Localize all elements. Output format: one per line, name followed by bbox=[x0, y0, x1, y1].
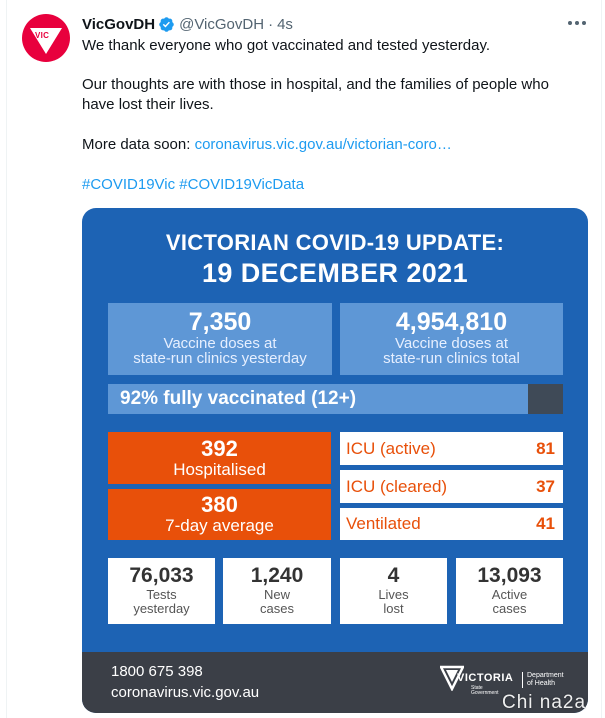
tweet-more-data bbox=[82, 135, 582, 155]
active-cases-label1: Active bbox=[491, 587, 528, 602]
timestamp[interactable]: 4s bbox=[277, 15, 293, 33]
icu-cleared-row bbox=[340, 470, 563, 503]
dept-line1: Department bbox=[527, 672, 564, 679]
footer-url: coronavirus.vic.gov.au bbox=[111, 684, 260, 701]
active-cases-label2: cases bbox=[492, 601, 527, 616]
watermark: Chi na2a bbox=[502, 692, 587, 713]
vaccine-total-label1: Vaccine doses at bbox=[394, 335, 509, 352]
icu-cleared-label: ICU (cleared) bbox=[346, 476, 448, 496]
more-dot-2 bbox=[575, 21, 579, 25]
icu-active-label: ICU (active) bbox=[346, 438, 436, 458]
avatar[interactable] bbox=[22, 14, 70, 62]
icu-active-row bbox=[340, 432, 563, 465]
dept-line2: of Health bbox=[527, 680, 556, 687]
victoria-subtext bbox=[471, 686, 499, 696]
hospitalised-box bbox=[108, 432, 331, 484]
hashtag-covid19vic[interactable]: #COVID19Vic bbox=[82, 176, 176, 193]
new-cases-label1: New bbox=[263, 587, 290, 602]
hospitalised-value: 392 bbox=[201, 436, 238, 461]
tests-label1: Tests bbox=[146, 587, 177, 602]
icu-active-value: 81 bbox=[536, 438, 555, 458]
separator-dot: · bbox=[268, 15, 274, 33]
vaccine-yesterday-label1: Vaccine doses at bbox=[163, 335, 277, 352]
more-data-link[interactable]: coronavirus.vic.gov.au/victorian-coro… bbox=[194, 136, 452, 153]
ventilated-value: 41 bbox=[536, 514, 555, 533]
card-title: VICTORIAN COVID-19 UPDATE: bbox=[165, 230, 505, 255]
tests-value: 76,033 bbox=[129, 564, 194, 587]
new-cases-label2: cases bbox=[260, 601, 294, 616]
tests-label2: yesterday bbox=[133, 601, 190, 616]
footer-phone: 1800 675 398 bbox=[111, 663, 203, 680]
vaccine-total-value: 4,954,810 bbox=[395, 308, 508, 336]
verified-badge-icon bbox=[158, 16, 175, 33]
victoria-wordmark: VICTORIA bbox=[457, 672, 514, 684]
hospitalised-label: Hospitalised bbox=[173, 460, 266, 479]
lives-lost-box bbox=[340, 558, 447, 624]
tweet-text-line1: We thank everyone who got vaccinated and tested yesterday. bbox=[82, 37, 491, 54]
avatar-vic-text: VIC bbox=[35, 31, 50, 40]
victoria-sub-line1: State bbox=[471, 685, 483, 691]
tests-box bbox=[108, 558, 215, 624]
active-cases-box bbox=[456, 558, 563, 624]
lives-lost-label2: lost bbox=[383, 601, 404, 616]
vaccine-yesterday-box bbox=[108, 303, 332, 375]
lives-lost-label1: Lives bbox=[378, 587, 409, 602]
tweet-header bbox=[82, 14, 293, 34]
unvaccinated-remainder bbox=[528, 384, 563, 414]
new-cases-box bbox=[223, 558, 331, 624]
more-data-prefix: More data soon: bbox=[82, 136, 195, 153]
handle[interactable]: @VicGovDH bbox=[179, 15, 265, 33]
tweet-text-line2: Our thoughts are with those in hospital, and the families of people who have lost their lives. bbox=[82, 76, 549, 113]
vaccine-total-label2: state-run clinics total bbox=[383, 350, 520, 367]
seven-day-average-box bbox=[108, 489, 331, 540]
seven-day-average-label: 7-day average bbox=[165, 516, 274, 535]
ventilated-row bbox=[340, 508, 563, 540]
lives-lost-value: 4 bbox=[387, 564, 400, 587]
card-date: 19 DECEMBER 2021 bbox=[201, 258, 468, 288]
active-cases-value: 13,093 bbox=[477, 564, 542, 587]
new-cases-value: 1,240 bbox=[250, 564, 304, 587]
department-of-health bbox=[522, 672, 564, 688]
more-dot-3 bbox=[582, 21, 586, 25]
vaccine-total-box bbox=[340, 303, 563, 375]
vaccine-yesterday-value: 7,350 bbox=[188, 308, 252, 336]
victoria-sub-line2: Government bbox=[471, 690, 499, 696]
ventilated-label: Ventilated bbox=[346, 514, 421, 533]
hashtag-covid19vicdata[interactable]: #COVID19VicData bbox=[179, 176, 305, 193]
seven-day-average-value: 380 bbox=[201, 492, 238, 517]
display-name[interactable]: VicGovDH bbox=[82, 15, 156, 33]
icu-cleared-value: 37 bbox=[536, 476, 555, 496]
more-dot-1 bbox=[568, 21, 572, 25]
more-options-icon[interactable] bbox=[566, 14, 588, 32]
fully-vaccinated-text: 92% fully vaccinated (12+) bbox=[120, 388, 357, 409]
fully-vaccinated-bar bbox=[108, 384, 563, 414]
tweet-hashtags bbox=[82, 175, 582, 195]
covid-update-card[interactable] bbox=[82, 208, 588, 713]
vaccine-yesterday-label2: state-run clinics yesterday bbox=[133, 350, 307, 367]
